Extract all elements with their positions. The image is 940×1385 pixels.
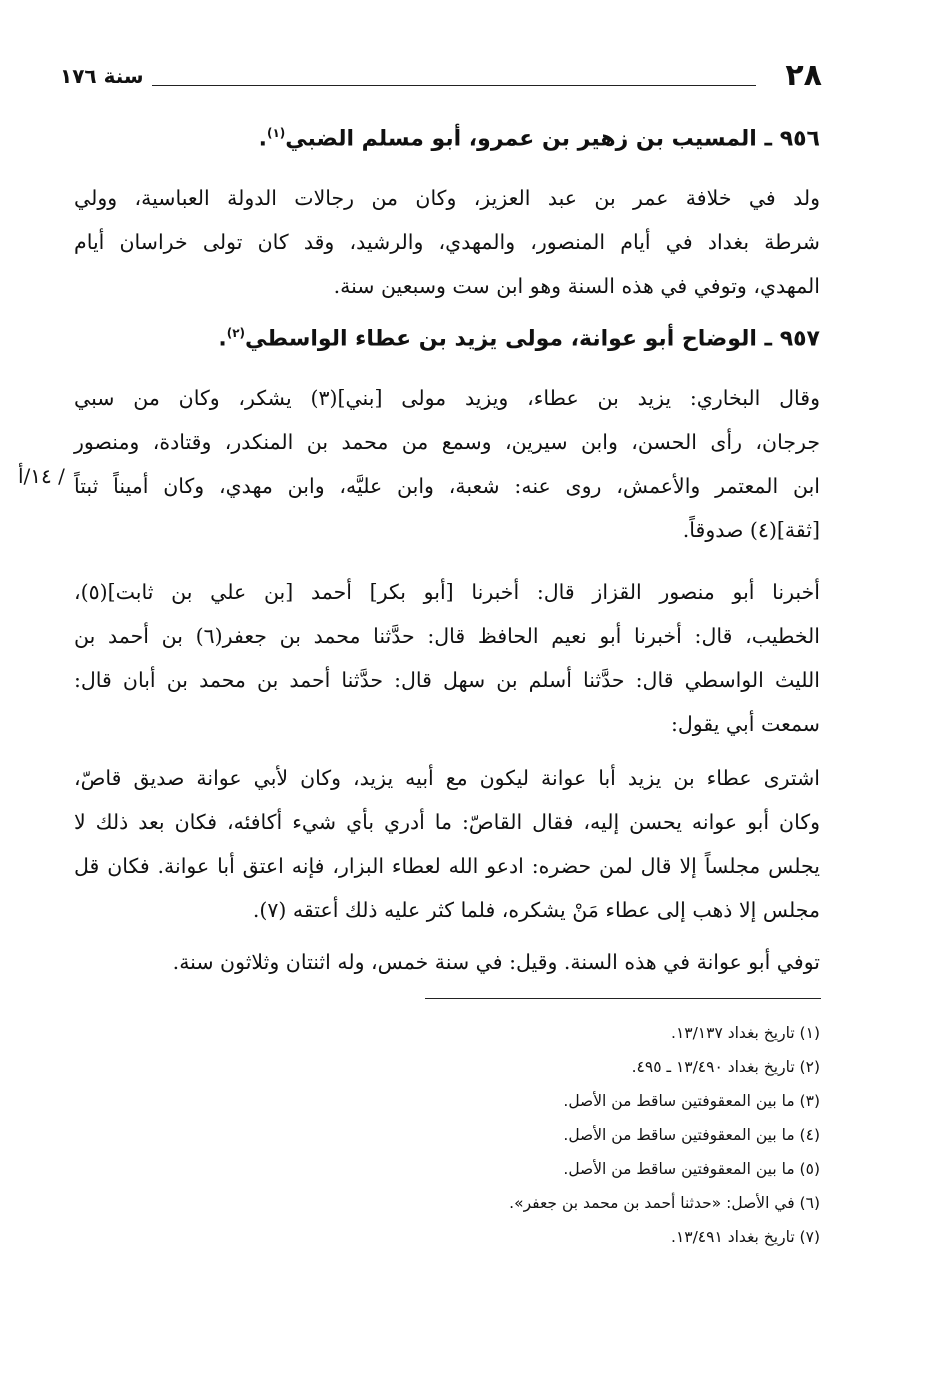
entry-title-end: . xyxy=(258,126,267,152)
footnote-rule xyxy=(425,998,821,999)
page-number: ٢٨ xyxy=(785,58,822,93)
footnote: (٦) في الأصل: «حدثنا أحمد بن محمد بن جعفر». xyxy=(509,1194,820,1212)
text-line: ابن المعتمر والأعمش، روى عنه: شعبة، وابن عليَّه، وابن مهدي، وكان أميناً ثبتاً xyxy=(74,474,820,498)
footnote: (٣) ما بين المعقوفتين ساقط من الأصل. xyxy=(563,1092,820,1110)
entry-title-956 xyxy=(120,126,820,151)
text-line: مجلس إلا ذهب إلى عطاء مَنْ يشكره، فلما كثر عليه ذلك أعتقه (٧). xyxy=(252,898,820,922)
text-line: سمعت أبي يقول: xyxy=(670,712,820,736)
entry-title-text: ٩٥٦ ـ المسيب بن زهير بن عمرو، أبو مسلم الضبي xyxy=(285,126,820,152)
text-line: الخطيب، قال: أخبرنا أبو نعيم الحافظ قال: حدَّثنا محمد بن جعفر(٦) بن أحمد بن xyxy=(74,624,820,648)
paragraph xyxy=(74,376,820,552)
text-line: الليث الواسطي قال: حدَّثنا أسلم بن سهل قال: حدَّثنا أحمد بن محمد بن أبان قال: xyxy=(74,668,820,692)
text-line: المهدي، وتوفي في هذه السنة وهو ابن ست وسبعين سنة. xyxy=(333,274,820,298)
entry-title-end: . xyxy=(218,326,227,352)
header-rule xyxy=(152,85,756,86)
text-line: ولد في خلافة عمر بن عبد العزيز، وكان من رجالات الدولة العباسية، وولي xyxy=(74,186,820,210)
text-line: أخبرنا أبو منصور القزاز قال: أخبرنا [أبو بكر] أحمد [بن علي بن ثابت](٥)، xyxy=(74,580,820,604)
footnote: (٥) ما بين المعقوفتين ساقط من الأصل. xyxy=(563,1160,820,1178)
footnotes xyxy=(80,1016,820,1254)
text-line: اشترى عطاء بن يزيد أبا عوانة ليكون مع أبيه يزيد، وكان لأبي عوانة صديق قاصّ، xyxy=(74,766,820,790)
text-line: شرطة بغداد في أيام المنصور، والمهدي، والرشيد، وقد كان تولى خراسان أيام xyxy=(74,230,820,254)
footnote: (٧) تاريخ بغداد ١٣/٤٩١. xyxy=(671,1228,820,1246)
text-line: توفي أبو عوانة في هذه السنة. وقيل: في سنة خمس، وله اثنتان وثلاثون سنة. xyxy=(172,950,820,974)
running-head: سنة ١٧٦ xyxy=(60,64,144,88)
paragraph xyxy=(74,940,820,984)
text-line: وكان أبو عوانه يحسن إليه، فقال القاصّ: ما أدري بأي شيء أكافئه، فكان بعد ذلك لا xyxy=(74,810,820,834)
footnote-ref: (١) xyxy=(266,126,286,140)
text-line: [ثقة](٤) صدوقاً. xyxy=(682,518,820,542)
footnote: (٤) ما بين المعقوفتين ساقط من الأصل. xyxy=(563,1126,820,1144)
footnote: (٢) تاريخ بغداد ١٣/٤٩٠ ـ ٤٩٥. xyxy=(631,1058,820,1076)
page-header xyxy=(60,58,822,102)
entry-title-text: ٩٥٧ ـ الوضاح أبو عوانة، مولى يزيد بن عطاء الواسطي xyxy=(245,326,820,352)
text-line: وقال البخاري: يزيد بن عطاء، ويزيد مولى [بني](٣) يشكر، وكان من سبي xyxy=(74,386,820,410)
text-line: يجلس مجلساً إلا قال لمن حضره: ادعو الله لعطاء البزار، فإنه اعتق أبا عوانة. فكان قل xyxy=(74,854,820,878)
entry-title-957 xyxy=(120,326,820,351)
paragraph xyxy=(74,756,820,932)
manuscript-folio-note: ١٤/أ / xyxy=(18,464,65,488)
footnote-ref: (٢) xyxy=(226,326,246,340)
paragraph xyxy=(74,176,820,308)
paragraph xyxy=(74,570,820,746)
footnote: (١) تاريخ بغداد ١٣/١٣٧. xyxy=(671,1024,820,1042)
text-line: جرجان، رأى الحسن، وابن سيرين، وسمع من محمد بن المنكدر، وقتادة، ومنصور xyxy=(74,430,820,454)
